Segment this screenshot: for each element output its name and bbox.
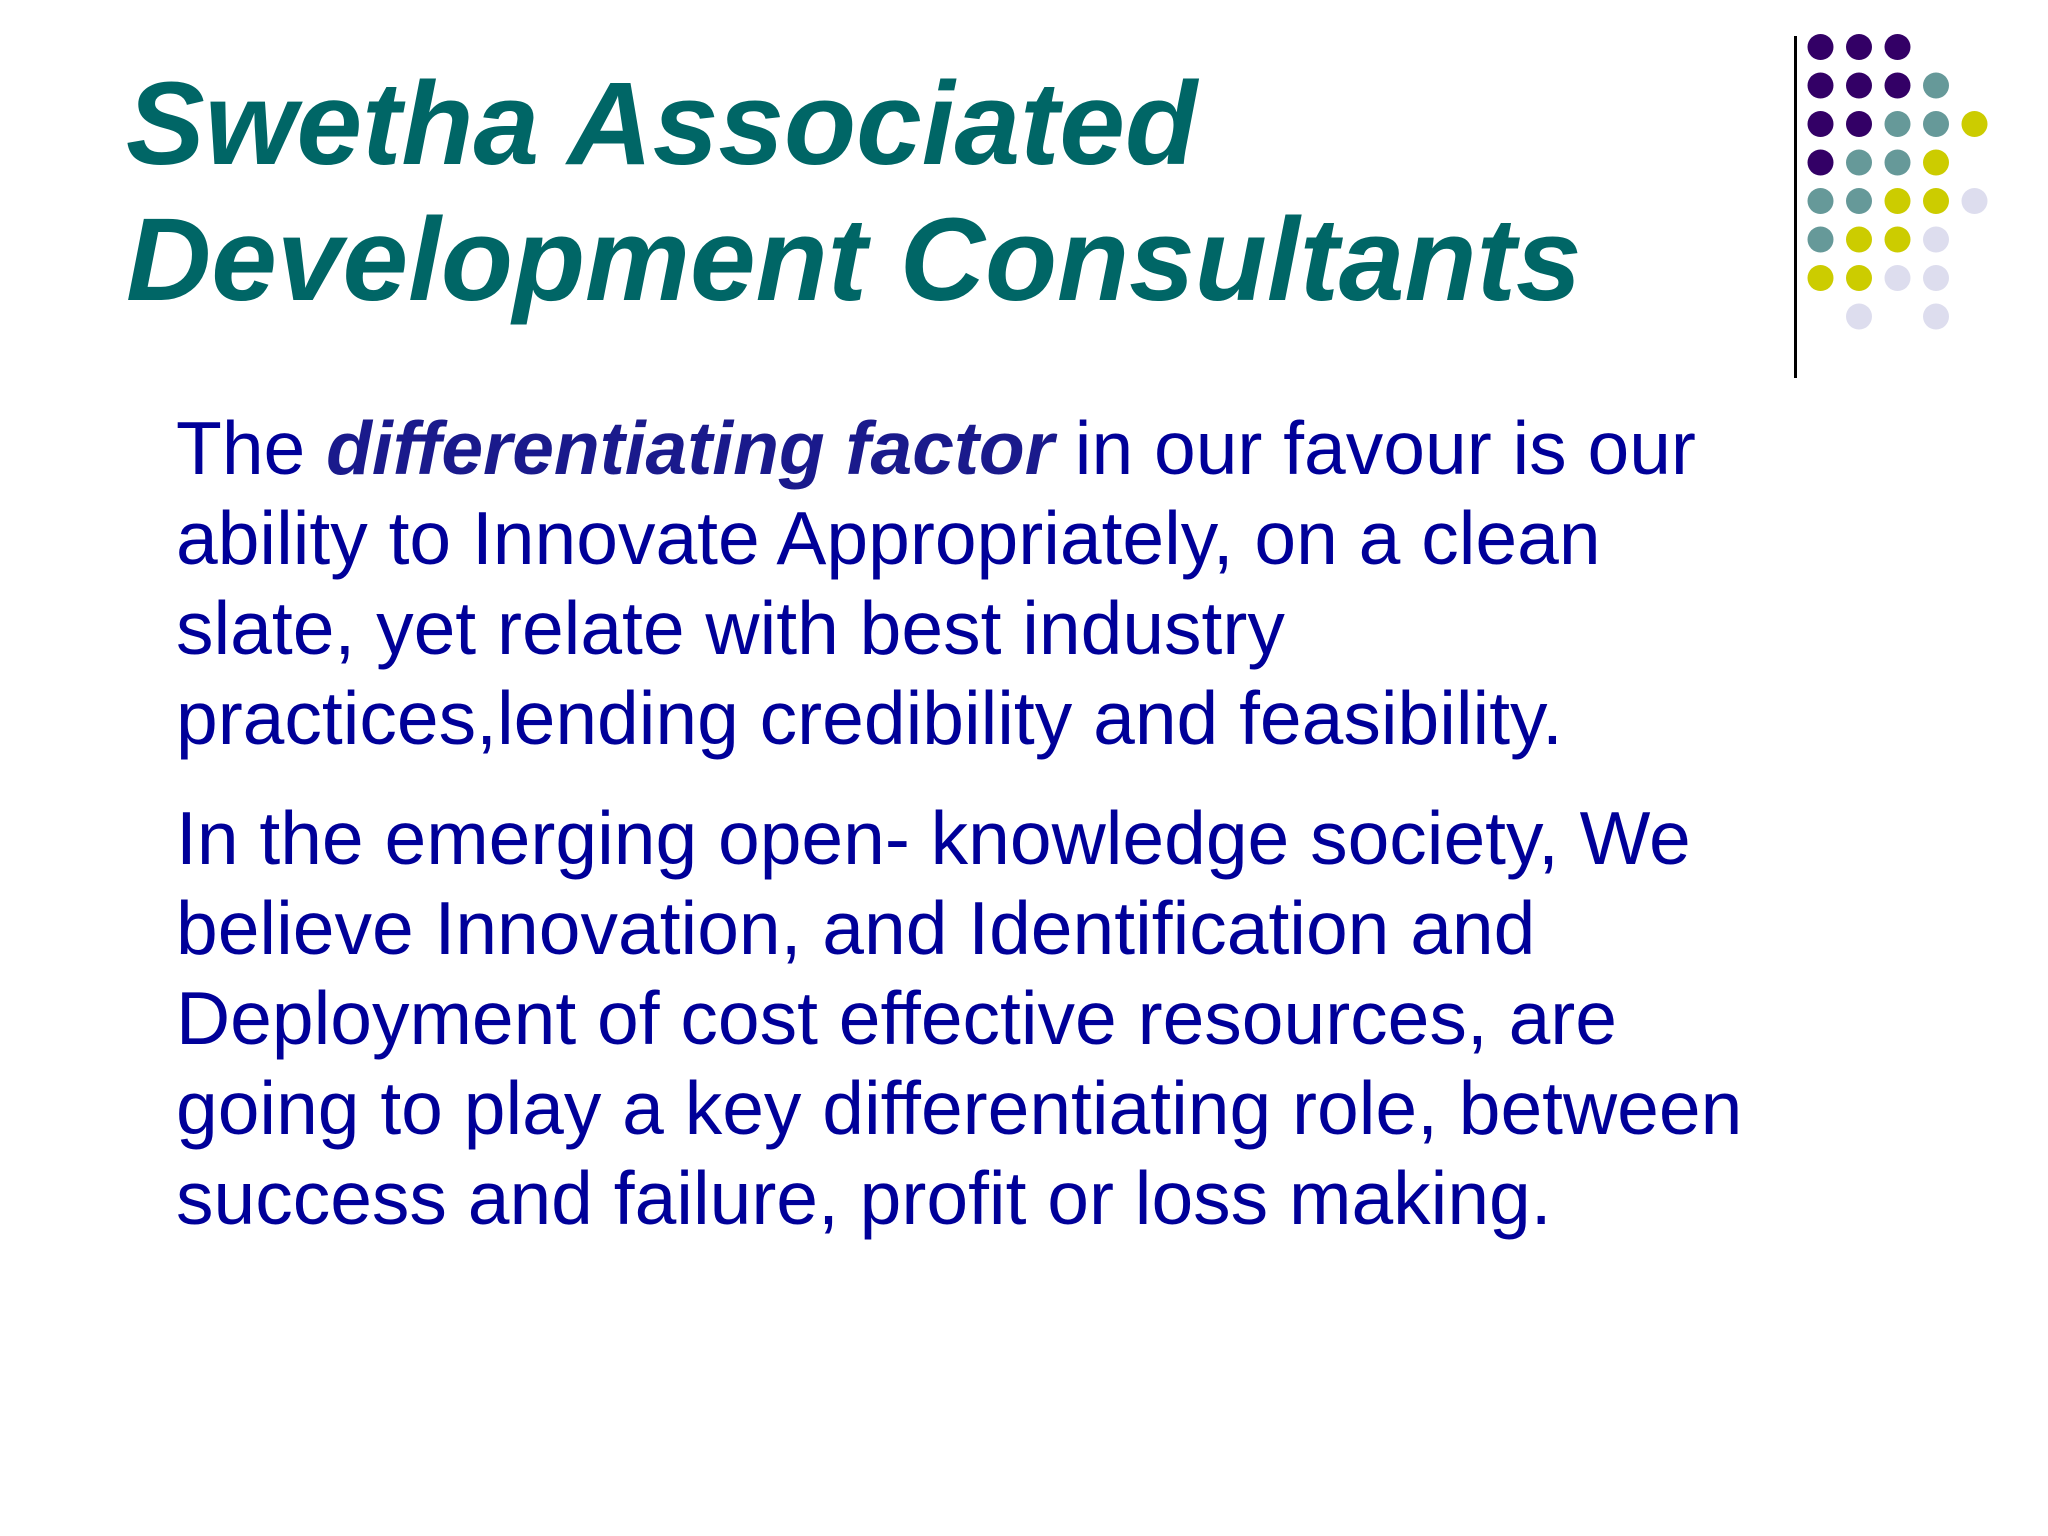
paragraph-line — [176, 493, 1996, 583]
decorative-dot — [1846, 34, 1872, 60]
text-segment: ability to Innovate Appropriately, on a clean — [176, 496, 1601, 580]
decorative-dot — [1923, 111, 1949, 137]
decorative-dot — [1885, 34, 1911, 60]
decorative-dot — [1885, 111, 1911, 137]
text-segment: success and failure, profit or loss making. — [176, 1156, 1552, 1240]
decorative-dot — [1923, 304, 1949, 330]
decorative-dot — [1923, 73, 1949, 99]
decorative-dot — [1846, 150, 1872, 176]
decorative-dot — [1885, 188, 1911, 214]
paragraph-line — [176, 1153, 1996, 1243]
text-segment: slate, yet relate with best industry — [176, 586, 1285, 670]
text-segment: in our favour is our — [1053, 406, 1696, 490]
decorative-dot — [1885, 227, 1911, 253]
decorative-dot — [1923, 188, 1949, 214]
decorative-dot — [1808, 150, 1834, 176]
decorative-dot — [1808, 227, 1834, 253]
decorative-dot — [1846, 227, 1872, 253]
decorative-dot — [1808, 111, 1834, 137]
decorative-dot — [1923, 265, 1949, 291]
decorative-dot — [1846, 188, 1872, 214]
decorative-dot — [1885, 265, 1911, 291]
decorative-dot-grid — [0, 0, 2048, 360]
body-paragraph-2 — [176, 793, 1996, 1243]
text-segment: going to play a key differentiating role, between — [176, 1066, 1743, 1150]
text-segment: practices,lending credibility and feasibility. — [176, 676, 1563, 760]
decorative-dot — [1808, 73, 1834, 99]
title-line-2: Development Consultants — [126, 194, 1582, 326]
body-text — [176, 403, 1996, 1243]
title-line-1: Swetha Associated — [126, 58, 1198, 190]
decorative-dot — [1846, 265, 1872, 291]
decorative-dot — [1808, 188, 1834, 214]
decorative-dot — [1885, 150, 1911, 176]
paragraph-line — [176, 583, 1996, 673]
decorative-dot — [1846, 111, 1872, 137]
text-segment: Deployment of cost effective resources, are — [176, 976, 1617, 1060]
paragraph-line — [176, 793, 1996, 883]
decorative-dot — [1962, 188, 1988, 214]
decorative-dot — [1885, 73, 1911, 99]
decorative-dot — [1846, 73, 1872, 99]
body-paragraph-1 — [176, 403, 1996, 763]
paragraph-line — [176, 673, 1996, 763]
decorative-dot — [1923, 227, 1949, 253]
decorative-dot — [1923, 150, 1949, 176]
decorative-dot — [1962, 111, 1988, 137]
paragraph-line — [176, 973, 1996, 1063]
paragraph-line — [176, 403, 1996, 493]
paragraph-line — [176, 883, 1996, 973]
decorative-dot — [1808, 34, 1834, 60]
text-segment: In the emerging open- knowledge society, We — [176, 796, 1691, 880]
decorative-dot — [1846, 304, 1872, 330]
emphasized-phrase: differentiating factor — [326, 406, 1054, 490]
paragraph-line — [176, 1063, 1996, 1153]
text-segment: believe Innovation, and Identification and — [176, 886, 1536, 970]
text-segment: The — [176, 406, 327, 490]
decorative-dot — [1808, 265, 1834, 291]
